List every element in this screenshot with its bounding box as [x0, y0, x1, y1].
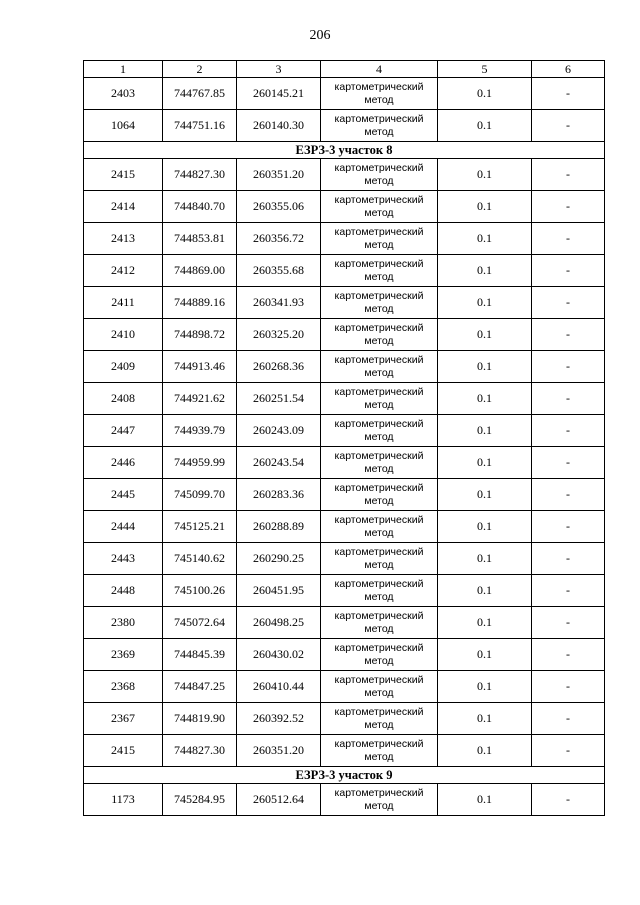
note-cell: -	[532, 319, 605, 351]
precision-cell: 0.1	[438, 110, 532, 142]
column-header: 3	[237, 61, 321, 78]
precision-cell: 0.1	[438, 191, 532, 223]
precision-cell: 0.1	[438, 479, 532, 511]
y-coordinate-cell: 260351.20	[237, 735, 321, 767]
method-line-2: метод	[364, 558, 394, 571]
point-number-cell: 2367	[84, 703, 163, 735]
point-number-cell: 2444	[84, 511, 163, 543]
method-line-1: картометрический	[334, 353, 424, 366]
section-header-row	[84, 142, 605, 159]
x-coordinate-cell: 744819.90	[163, 703, 237, 735]
method-cell	[321, 671, 438, 703]
method-cell	[321, 543, 438, 575]
point-number-cell: 2448	[84, 575, 163, 607]
table-row	[84, 671, 605, 703]
method-cell	[321, 447, 438, 479]
point-number-cell: 2411	[84, 287, 163, 319]
note-cell: -	[532, 191, 605, 223]
method-line-2: метод	[364, 238, 394, 251]
note-cell: -	[532, 735, 605, 767]
table-row	[84, 735, 605, 767]
note-cell: -	[532, 784, 605, 816]
note-cell: -	[532, 671, 605, 703]
x-coordinate-cell: 744751.16	[163, 110, 237, 142]
x-coordinate-cell: 745284.95	[163, 784, 237, 816]
y-coordinate-cell: 260251.54	[237, 383, 321, 415]
method-cell	[321, 415, 438, 447]
method-line-2: метод	[364, 799, 394, 812]
y-coordinate-cell: 260430.02	[237, 639, 321, 671]
method-line-2: метод	[364, 270, 394, 283]
precision-cell: 0.1	[438, 703, 532, 735]
table-row	[84, 110, 605, 142]
method-line-1: картометрический	[334, 545, 424, 558]
precision-cell: 0.1	[438, 78, 532, 110]
point-number-cell: 2410	[84, 319, 163, 351]
method-cell	[321, 703, 438, 735]
column-header: 6	[532, 61, 605, 78]
y-coordinate-cell: 260243.09	[237, 415, 321, 447]
coordinates-table	[83, 60, 605, 816]
method-cell	[321, 78, 438, 110]
point-number-cell: 2403	[84, 78, 163, 110]
y-coordinate-cell: 260243.54	[237, 447, 321, 479]
y-coordinate-cell: 260410.44	[237, 671, 321, 703]
x-coordinate-cell: 744847.25	[163, 671, 237, 703]
method-cell	[321, 110, 438, 142]
method-line-1: картометрический	[334, 112, 424, 125]
precision-cell: 0.1	[438, 159, 532, 191]
method-line-2: метод	[364, 334, 394, 347]
point-number-cell: 2413	[84, 223, 163, 255]
precision-cell: 0.1	[438, 671, 532, 703]
table-row	[84, 511, 605, 543]
method-line-2: метод	[364, 654, 394, 667]
table-row	[84, 191, 605, 223]
precision-cell: 0.1	[438, 511, 532, 543]
note-cell: -	[532, 415, 605, 447]
precision-cell: 0.1	[438, 319, 532, 351]
table-row	[84, 607, 605, 639]
y-coordinate-cell: 260290.25	[237, 543, 321, 575]
method-line-1: картометрический	[334, 577, 424, 590]
method-cell	[321, 479, 438, 511]
method-cell	[321, 351, 438, 383]
x-coordinate-cell: 745072.64	[163, 607, 237, 639]
precision-cell: 0.1	[438, 639, 532, 671]
table-row	[84, 703, 605, 735]
precision-cell: 0.1	[438, 607, 532, 639]
method-line-1: картометрический	[334, 417, 424, 430]
x-coordinate-cell: 744853.81	[163, 223, 237, 255]
method-cell	[321, 287, 438, 319]
y-coordinate-cell: 260355.68	[237, 255, 321, 287]
point-number-cell: 2409	[84, 351, 163, 383]
method-line-1: картометрический	[334, 289, 424, 302]
column-header: 1	[84, 61, 163, 78]
x-coordinate-cell: 744959.99	[163, 447, 237, 479]
method-line-1: картометрический	[334, 481, 424, 494]
y-coordinate-cell: 260351.20	[237, 159, 321, 191]
point-number-cell: 2415	[84, 159, 163, 191]
y-coordinate-cell: 260498.25	[237, 607, 321, 639]
method-line-1: картометрический	[334, 385, 424, 398]
table-row	[84, 543, 605, 575]
method-line-1: картометрический	[334, 449, 424, 462]
method-line-1: картометрический	[334, 641, 424, 654]
section-title: ЕЗРЗ-3 участок 8	[84, 142, 605, 159]
y-coordinate-cell: 260288.89	[237, 511, 321, 543]
point-number-cell: 2380	[84, 607, 163, 639]
y-coordinate-cell: 260325.20	[237, 319, 321, 351]
method-line-1: картометрический	[334, 225, 424, 238]
method-line-2: метод	[364, 750, 394, 763]
x-coordinate-cell: 744921.62	[163, 383, 237, 415]
note-cell: -	[532, 383, 605, 415]
table-row	[84, 479, 605, 511]
point-number-cell: 2414	[84, 191, 163, 223]
y-coordinate-cell: 260512.64	[237, 784, 321, 816]
x-coordinate-cell: 745140.62	[163, 543, 237, 575]
note-cell: -	[532, 78, 605, 110]
x-coordinate-cell: 745099.70	[163, 479, 237, 511]
point-number-cell: 1064	[84, 110, 163, 142]
table-row	[84, 447, 605, 479]
method-line-1: картометрический	[334, 786, 424, 799]
method-line-1: картометрический	[334, 609, 424, 622]
note-cell: -	[532, 575, 605, 607]
x-coordinate-cell: 744840.70	[163, 191, 237, 223]
method-line-2: метод	[364, 302, 394, 315]
precision-cell: 0.1	[438, 415, 532, 447]
method-line-2: метод	[364, 366, 394, 379]
x-coordinate-cell: 744889.16	[163, 287, 237, 319]
table-row	[84, 784, 605, 816]
method-line-1: картометрический	[334, 80, 424, 93]
point-number-cell: 2415	[84, 735, 163, 767]
x-coordinate-cell: 745100.26	[163, 575, 237, 607]
column-header: 2	[163, 61, 237, 78]
table-row	[84, 255, 605, 287]
method-line-1: картометрический	[334, 257, 424, 270]
table-row	[84, 383, 605, 415]
method-line-2: метод	[364, 462, 394, 475]
point-number-cell: 1173	[84, 784, 163, 816]
method-line-2: метод	[364, 494, 394, 507]
y-coordinate-cell: 260451.95	[237, 575, 321, 607]
section-header-row	[84, 767, 605, 784]
method-cell	[321, 383, 438, 415]
method-line-2: метод	[364, 93, 394, 106]
point-number-cell: 2369	[84, 639, 163, 671]
note-cell: -	[532, 159, 605, 191]
x-coordinate-cell: 744898.72	[163, 319, 237, 351]
point-number-cell: 2368	[84, 671, 163, 703]
note-cell: -	[532, 479, 605, 511]
method-line-1: картометрический	[334, 161, 424, 174]
method-cell	[321, 607, 438, 639]
column-header: 4	[321, 61, 438, 78]
method-line-2: метод	[364, 622, 394, 635]
method-cell	[321, 319, 438, 351]
table-row	[84, 575, 605, 607]
method-line-2: метод	[364, 590, 394, 603]
x-coordinate-cell: 744827.30	[163, 735, 237, 767]
method-cell	[321, 735, 438, 767]
method-cell	[321, 191, 438, 223]
y-coordinate-cell: 260140.30	[237, 110, 321, 142]
y-coordinate-cell: 260283.36	[237, 479, 321, 511]
y-coordinate-cell: 260268.36	[237, 351, 321, 383]
method-line-2: метод	[364, 206, 394, 219]
table-body	[84, 61, 605, 816]
note-cell: -	[532, 511, 605, 543]
note-cell: -	[532, 703, 605, 735]
point-number-cell: 2408	[84, 383, 163, 415]
method-line-1: картометрический	[334, 193, 424, 206]
note-cell: -	[532, 223, 605, 255]
column-header: 5	[438, 61, 532, 78]
table-row	[84, 351, 605, 383]
precision-cell: 0.1	[438, 735, 532, 767]
note-cell: -	[532, 287, 605, 319]
method-cell	[321, 511, 438, 543]
x-coordinate-cell: 745125.21	[163, 511, 237, 543]
precision-cell: 0.1	[438, 575, 532, 607]
precision-cell: 0.1	[438, 784, 532, 816]
table-row	[84, 639, 605, 671]
y-coordinate-cell: 260145.21	[237, 78, 321, 110]
x-coordinate-cell: 744845.39	[163, 639, 237, 671]
y-coordinate-cell: 260356.72	[237, 223, 321, 255]
note-cell: -	[532, 255, 605, 287]
table-row	[84, 415, 605, 447]
precision-cell: 0.1	[438, 287, 532, 319]
table-row	[84, 319, 605, 351]
note-cell: -	[532, 543, 605, 575]
y-coordinate-cell: 260341.93	[237, 287, 321, 319]
precision-cell: 0.1	[438, 223, 532, 255]
table-row	[84, 78, 605, 110]
method-line-2: метод	[364, 398, 394, 411]
x-coordinate-cell: 744869.00	[163, 255, 237, 287]
method-line-1: картометрический	[334, 673, 424, 686]
y-coordinate-cell: 260355.06	[237, 191, 321, 223]
page-number: 206	[309, 28, 331, 43]
method-line-2: метод	[364, 430, 394, 443]
point-number-cell: 2412	[84, 255, 163, 287]
note-cell: -	[532, 447, 605, 479]
precision-cell: 0.1	[438, 255, 532, 287]
method-line-2: метод	[364, 174, 394, 187]
precision-cell: 0.1	[438, 351, 532, 383]
method-line-1: картометрический	[334, 705, 424, 718]
note-cell: -	[532, 607, 605, 639]
point-number-cell: 2447	[84, 415, 163, 447]
method-cell	[321, 255, 438, 287]
method-cell	[321, 575, 438, 607]
note-cell: -	[532, 110, 605, 142]
table-row	[84, 223, 605, 255]
x-coordinate-cell: 744827.30	[163, 159, 237, 191]
point-number-cell: 2446	[84, 447, 163, 479]
method-line-2: метод	[364, 718, 394, 731]
method-line-1: картометрический	[334, 513, 424, 526]
section-title: ЕЗРЗ-3 участок 9	[84, 767, 605, 784]
table-row	[84, 159, 605, 191]
method-line-2: метод	[364, 125, 394, 138]
method-line-2: метод	[364, 526, 394, 539]
method-line-2: метод	[364, 686, 394, 699]
method-cell	[321, 223, 438, 255]
method-cell	[321, 784, 438, 816]
y-coordinate-cell: 260392.52	[237, 703, 321, 735]
method-line-1: картометрический	[334, 737, 424, 750]
table-row	[84, 287, 605, 319]
x-coordinate-cell: 744913.46	[163, 351, 237, 383]
precision-cell: 0.1	[438, 543, 532, 575]
precision-cell: 0.1	[438, 383, 532, 415]
point-number-cell: 2443	[84, 543, 163, 575]
method-cell	[321, 159, 438, 191]
note-cell: -	[532, 639, 605, 671]
precision-cell: 0.1	[438, 447, 532, 479]
point-number-cell: 2445	[84, 479, 163, 511]
method-cell	[321, 639, 438, 671]
method-line-1: картометрический	[334, 321, 424, 334]
note-cell: -	[532, 351, 605, 383]
column-header-row	[84, 61, 605, 78]
x-coordinate-cell: 744767.85	[163, 78, 237, 110]
x-coordinate-cell: 744939.79	[163, 415, 237, 447]
